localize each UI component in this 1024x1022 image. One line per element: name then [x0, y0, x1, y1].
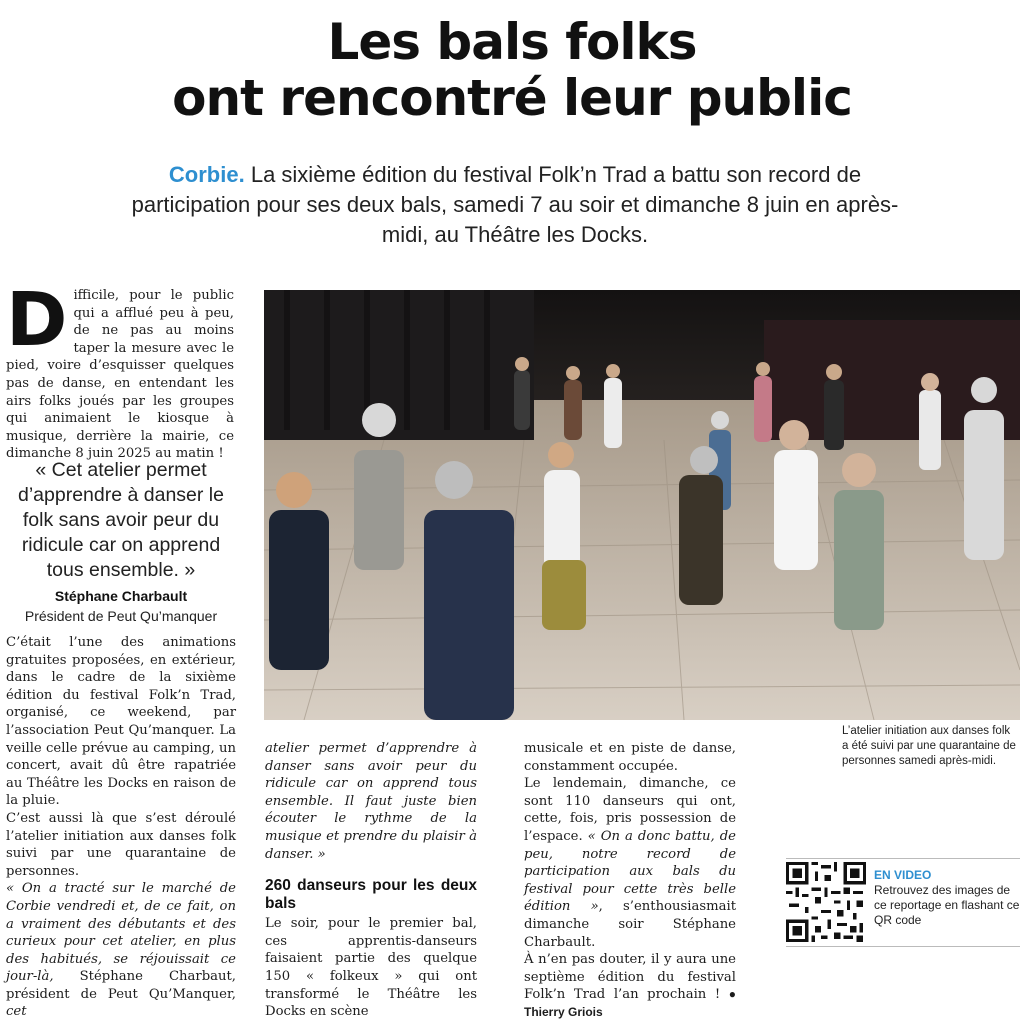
- video-rule-bottom: [786, 946, 1020, 947]
- column-1-paragraph-1: C’était l’une des animations gratuites proposées, en extérieur, dans le cadre de la sixième édition du festival Folk’n Trad, organisé, ce weekend, par l’association Peut Qu’manquer. La veille celle prévue au camping, un concert, avait dû être rapatriée au Théâtre les Docks en raison de la pluie.: [6, 635, 236, 809]
- standfirst: [130, 160, 900, 250]
- video-text: Retrouvez des images de ce reportage en flashant ce QR code: [874, 883, 1020, 927]
- column-3-text-b: , s’enthousiasmait dimanche soir Stéphane Charbault.: [524, 899, 736, 950]
- column-1-paragraph-2: C’est aussi là que s’est déroulé l’atelier initiation aux danses folk suivi par une quarantaine de personnes.: [6, 810, 236, 879]
- column-3-closing: À n’en pas douter, il y aura une septième édition du festival Folk’n Trad l’an prochain !: [524, 952, 736, 1003]
- column-3-text-a: Le lendemain, dimanche, ce sont 110 danseurs qui ont, cette, fois, pris possession de l’espace.: [524, 776, 736, 844]
- column-1-quote: « On a tracté sur le marché de Corbie vendredi et, de ce fait, on a vraiment des débutants et des curieux pour cet atelier, en plus des habitués, se réjouissait ce jour-là,: [6, 881, 236, 985]
- dance-hall-photo-illustration: [264, 290, 1020, 720]
- video-label: EN VIDEO: [874, 868, 932, 882]
- standfirst-place: Corbie.: [168, 162, 245, 187]
- qr-code-icon[interactable]: [786, 862, 866, 942]
- pull-quote: « Cet atelier permet d’apprendre à danser le folk sans avoir peur du ridicule car on apprend tous ensemble. »: [18, 459, 224, 581]
- headline-line-2: ont rencontré leur public: [172, 69, 852, 127]
- column-1-quote-start: cet: [6, 1004, 27, 1020]
- article-photo: [264, 290, 1020, 720]
- quote-author: Stéphane Charbault: [54, 588, 188, 604]
- column-2: [265, 740, 477, 1021]
- column-1-attribution: Stéphane Charbaut, président de Peut Qu’Manquer,: [6, 969, 236, 1002]
- column-2-paragraph: Le soir, pour le premier bal, ces apprentis-danseurs faisaient partie des quelque 150 « folkeux » qui ont transformé le Théâtre les Docks en scène: [265, 916, 477, 1020]
- standfirst-text: La sixième édition du festival Folk’n Trad a battu son record de participation pour ses deux bals, samedi 7 au soir et dimanche 8 juin en après-midi, au Théâtre les Docks.: [131, 162, 899, 247]
- column-3-quote: « On a donc battu, de peu, notre record de participation aux bals du festival pour cette très belle édition »: [524, 828, 736, 915]
- subheading: 260 danseurs pour les deux bals: [265, 877, 477, 913]
- byline: ● Thierry Griois: [524, 987, 736, 1019]
- intro-paragraph: [6, 277, 234, 463]
- column-1-paragraph-3: [6, 880, 236, 1021]
- photo-caption: L’atelier initiation aux danses folk a été suivi par une quarantaine de personnes samedi après-midi.: [842, 725, 1016, 767]
- column-1: [6, 634, 236, 1021]
- column-3: [524, 740, 736, 1022]
- headline: [0, 14, 1024, 126]
- intro-text: ifficile, pour le public qui a afflué peu à peu, de ne pas au moins taper la mesure avec le pied, voire d’esquisser quelques pas de danse, en entendant les airs folks joués par les groupes qui animaient le kiosque à musique, derrière la mairie, ce dimanche 8 juin 2025 au matin !: [6, 288, 234, 462]
- video-rule-top: [786, 858, 1020, 859]
- column-3-paragraph-1: musicale et en piste de danse, constamment occupée.: [524, 741, 736, 774]
- headline-line-1: Les bals folks: [327, 13, 697, 71]
- quote-author-role: Président de Peut Qu’manquer: [24, 608, 218, 624]
- column-3-paragraph-2: [524, 775, 736, 951]
- dropcap: D: [6, 277, 68, 363]
- column-3-paragraph-3: [524, 951, 736, 1021]
- column-2-quote: atelier permet d’apprendre à danser sans avoir peur du ridicule car on apprend tous ensemble. Il faut juste bien écouter le rythme de la musique et prendre du plaisir à danser. »: [265, 741, 477, 862]
